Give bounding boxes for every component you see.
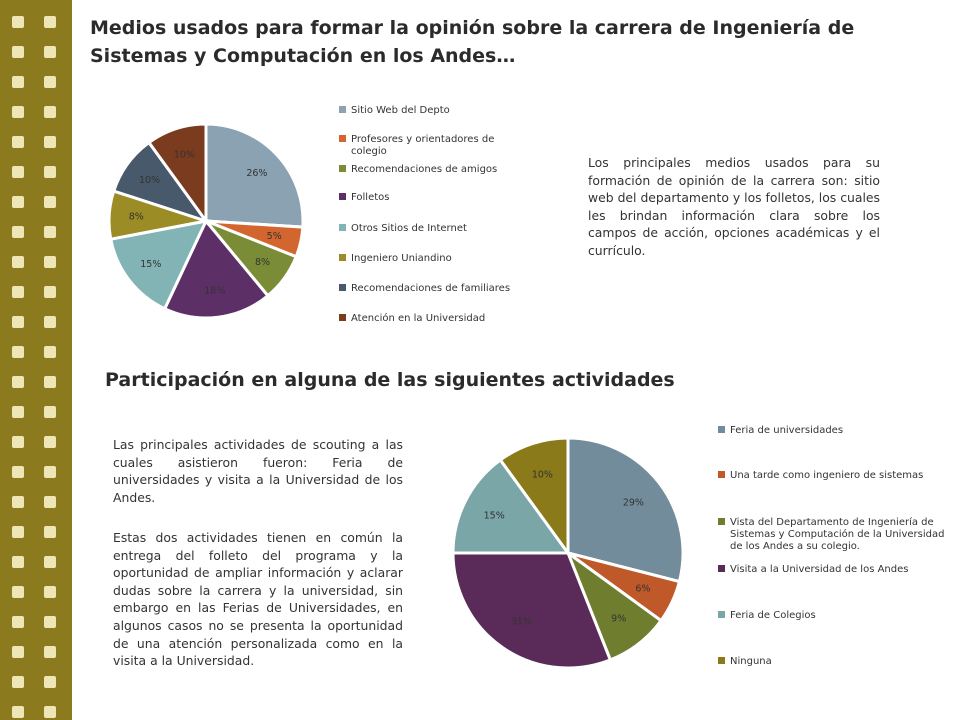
chart-0-legend-label-2: Recomendaciones de amigos	[351, 164, 498, 175]
chart-1-data-label-2: 9%	[611, 613, 627, 625]
chart-0-data-label-4: 15%	[140, 258, 162, 270]
chart-0-legend-swatch-1	[339, 135, 346, 142]
chart-0-data-label-5: 8%	[128, 211, 144, 223]
chart-0-data-label-0: 26%	[246, 168, 268, 180]
chart-1-legend-label-0: Feria de universidades	[730, 425, 844, 436]
chart-0-legend-swatch-2	[339, 165, 346, 172]
chart-0-data-label-6: 10%	[138, 174, 161, 186]
chart-0-legend-swatch-7	[339, 314, 346, 321]
chart-1-data-label-5: 10%	[531, 469, 553, 481]
slide-title-media: Medios usados para formar la opinión sobre la carrera de Ingeniería de Sistemas y Computación en los Andes…	[90, 17, 855, 67]
chart-1-legend-label-4: Feria de Colegios	[730, 610, 816, 621]
chart-0-legend-label-1: Profesores y orientadores de colegio	[351, 134, 495, 157]
chart-0-legend-swatch-5	[339, 254, 346, 261]
chart-0-data-label-3: 18%	[204, 285, 226, 297]
chart-0-legend-swatch-6	[339, 284, 346, 291]
chart-1-legend-label-3: Visita a la Universidad de los Andes	[730, 564, 909, 575]
chart-1-data-label-0: 29%	[622, 497, 644, 509]
chart-1-legend-swatch-0	[718, 426, 725, 433]
chart-1-data-label-1: 6%	[635, 583, 651, 595]
chart-0-data-label-2: 8%	[254, 257, 271, 269]
chart-0-legend-label-7: Atención en la Universidad	[351, 313, 486, 324]
chart-0-legend-swatch-0	[339, 106, 346, 113]
chart-0-legend-swatch-3	[339, 193, 346, 200]
chart-0-legend-label-6: Recomendaciones de familiares	[351, 283, 511, 294]
chart-1-legend-swatch-3	[718, 565, 725, 572]
chart-0-legend-swatch-4	[339, 224, 346, 231]
chart-0-data-label-7: 10%	[173, 149, 195, 161]
chart-1-legend-label-2: Vista del Departamento de Ingeniería de Sistemas y Computación de la Universidad de los Andes a su colegio.	[730, 517, 945, 552]
chart-0-legend-label-3: Folletos	[351, 192, 390, 203]
chart-1-legend-swatch-5	[718, 657, 725, 664]
chart-1-legend-swatch-4	[718, 611, 725, 618]
chart-1-legend-swatch-1	[718, 471, 725, 478]
chart-1-data-label-3: 31%	[510, 616, 533, 628]
slide-title-activities: Participación en alguna de las siguientes actividades	[105, 369, 675, 391]
chart-1-legend-swatch-2	[718, 518, 725, 525]
chart-1-data-label-4: 15%	[483, 510, 505, 522]
chart-0-legend-label-4: Otros Sitios de Internet	[351, 223, 467, 234]
chart-1-legend-label-1: Una tarde como ingeniero de sistemas	[730, 470, 924, 481]
activities-summary-paragraph: Las principales actividades de scouting a las cuales asistieron fueron: Feria de universidades y visita a la Universidad de los Andes.	[113, 437, 403, 505]
activities-detail-paragraph: Estas dos actividades tienen en común la entrega del folleto del programa y la oportunidad de ampliar información y aclarar dudas sobre la carrera y la universidad, sin embargo en las Ferias de Universidades, en algunos casos no se presenta la oportunidad de una atención personalizada como en la visita a la Universidad.	[113, 530, 403, 669]
chart-0-legend-label-5: Ingeniero Uniandino	[351, 253, 452, 264]
chart-1-legend-label-5: Ninguna	[730, 656, 772, 667]
chart-0-legend-label-0: Sitio Web del Depto	[351, 105, 450, 116]
chart-0-data-label-1: 5%	[266, 231, 282, 243]
media-summary-paragraph: Los principales medios usados para su formación de opinión de la carrera son: sitio web del departamento y los folletos, los cuales les brindan información clara sobre los campos de acción, opciones académicas y el currículo.	[588, 155, 880, 258]
